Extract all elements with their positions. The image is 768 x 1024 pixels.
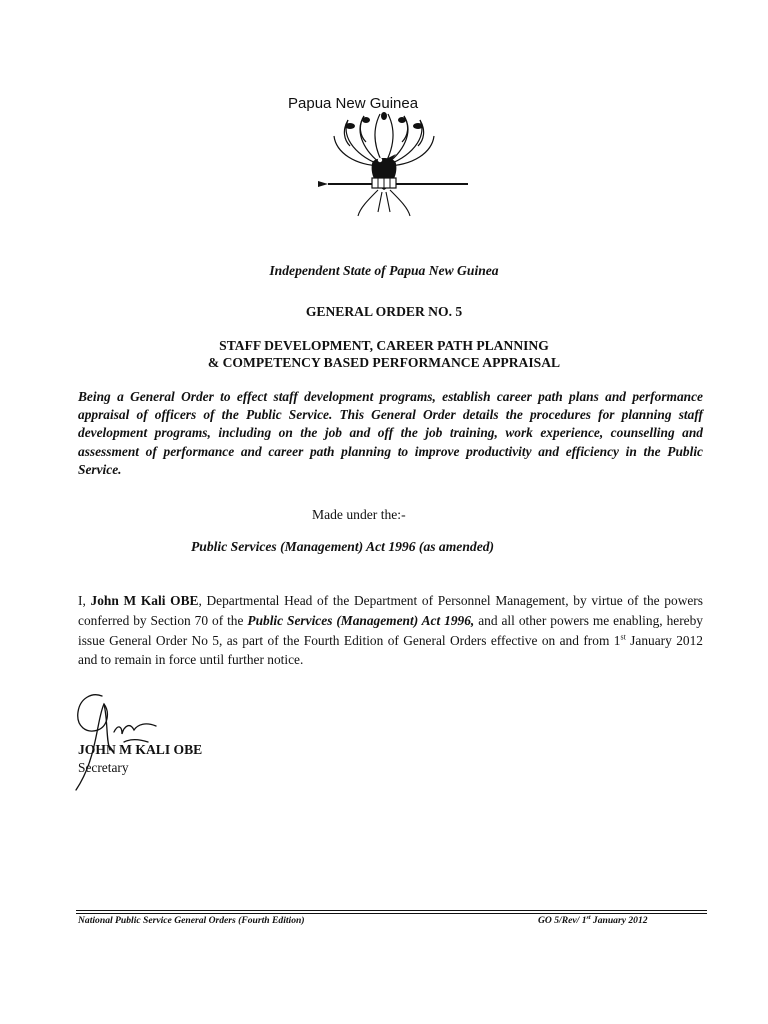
preamble-text: Being a General Order to effect staff development programs, establish career path plans and performance appraisal of officers of the Public Service. This General Order details the procedures for planning staff development programs, including on the job and off the job training, work experience, counselling and assessment of performance and career path planning to improve productivity and efficiency in the Public Service. <box>78 389 703 477</box>
document-title-line-2: & COMPETENCY BASED PERFORMANCE APPRAISAL <box>207 355 561 370</box>
order-number: GENERAL ORDER NO. 5 <box>305 304 463 319</box>
footer-rule-secondary <box>76 913 707 914</box>
decree-part-1: , Departmental Head of the Department of Personnel Management, by virtue of the powers conferred by Section 70 of the <box>78 593 703 628</box>
footer-rule <box>76 910 707 911</box>
document-title <box>0 337 768 371</box>
bird-of-paradise-emblem-icon <box>288 95 480 244</box>
preamble <box>78 388 703 479</box>
document-title-line-1: STAFF DEVELOPMENT, CAREER PATH PLANNING <box>219 338 549 353</box>
footer-edition: National Public Service General Orders (Fourth Edition) <box>78 915 305 926</box>
act-reference: Public Services (Management) Act 1996 (as amended) <box>191 539 495 554</box>
made-under-label: Made under the:- <box>312 507 406 522</box>
decree-ordinal-suffix: st <box>620 632 626 642</box>
footer-revision-prefix: GO 5/Rev/ 1 <box>538 915 587 926</box>
emblem-label: Papua New Guinea <box>288 95 419 112</box>
signer-title: Secretary <box>78 760 129 775</box>
decree-name: John M Kali OBE <box>90 593 199 608</box>
decree-part-3: January 2012 and to remain in force until further notice. <box>78 632 704 668</box>
footer-revision <box>538 915 648 926</box>
footer-revision-rest: January 2012 <box>590 915 648 926</box>
handwritten-signature <box>62 682 212 800</box>
decree-part-2: and all other powers me enabling, hereby issue General Order No 5, as part of the Fourth Edition of General Orders effective on and from 1 <box>78 612 704 648</box>
footer-revision-suffix: st <box>586 914 591 921</box>
signer-name: JOHN M KALI OBE <box>78 742 203 757</box>
decree-prefix: I, <box>78 593 91 608</box>
decree-paragraph <box>78 591 703 670</box>
state-title: Independent State of Papua New Guinea <box>269 263 499 278</box>
decree-act: Public Services (Management) Act 1996, <box>247 612 475 628</box>
